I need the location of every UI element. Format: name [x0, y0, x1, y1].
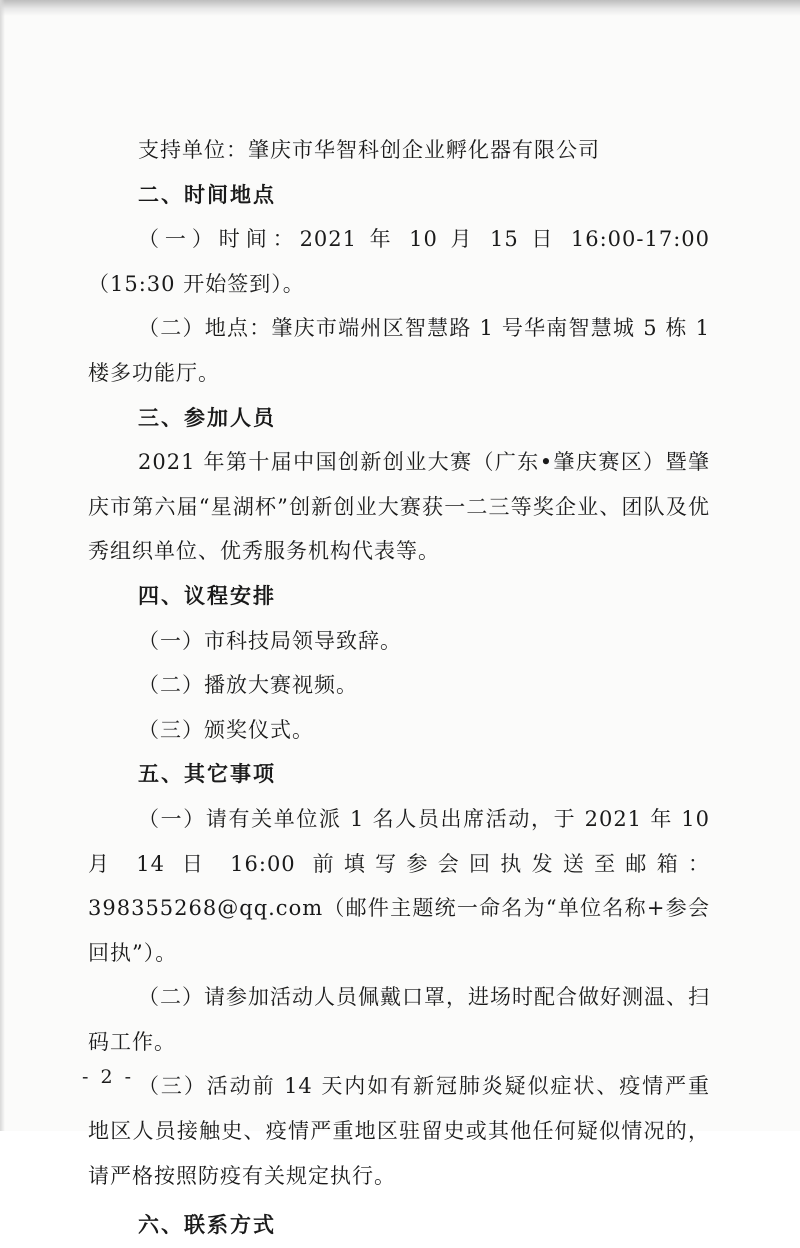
page-number: - 2 -	[82, 1066, 135, 1088]
document-body	[88, 128, 710, 1248]
participants-paragraph: 2021 年第十届中国创新创业大赛（广东•肇庆赛区）暨肇庆市第六届“星湖杯”创新创业大赛获一二三等奖企业、团队及优秀组织单位、优秀服务机构代表等。	[88, 450, 710, 564]
place-paragraph: （二）地点：肇庆市端州区智慧路 1 号华南智慧城 5 栋 1 楼多功能厅。	[88, 316, 710, 385]
note-paragraph: （三）活动前 14 天内如有新冠肺炎疑似症状、疫情严重地区人员接触史、疫情严重地区驻留史或其他任何疑似情况的，请严格按照防疫有关规定执行。	[88, 1074, 710, 1188]
section-heading-other-matters: 五、其它事项	[138, 762, 276, 787]
agenda-item: （三）颁奖仪式。	[138, 717, 314, 742]
scan-edge-left	[0, 0, 5, 1131]
section-heading-time-place: 二、时间地点	[138, 182, 276, 207]
agenda-item: （一）市科技局领导致辞。	[138, 628, 402, 653]
note-paragraph: （一）请有关单位派 1 名人员出席活动，于 2021 年 10 月 14 日 16:00 前填写参会回执发送至邮箱：398355268@qq.com（邮件主题统一命名为“单位名称+参会回执”）。	[88, 806, 710, 965]
agenda-item: （二）播放大赛视频。	[138, 673, 358, 698]
time-paragraph: （一）时间：2021 年 10 月 15 日 16:00-17:00（15:30 开始签到）。	[88, 227, 710, 296]
section-heading-participants: 三、参加人员	[138, 405, 276, 430]
note-paragraph: （二）请参加活动人员佩戴口罩，进场时配合做好测温、扫码工作。	[88, 985, 710, 1054]
section-heading-agenda: 四、议程安排	[138, 583, 276, 608]
support-unit-line: 支持单位：肇庆市华智科创企业孵化器有限公司	[138, 138, 600, 162]
scan-edge-top	[0, 0, 800, 16]
section-heading-contact: 六、联系方式	[138, 1213, 276, 1238]
